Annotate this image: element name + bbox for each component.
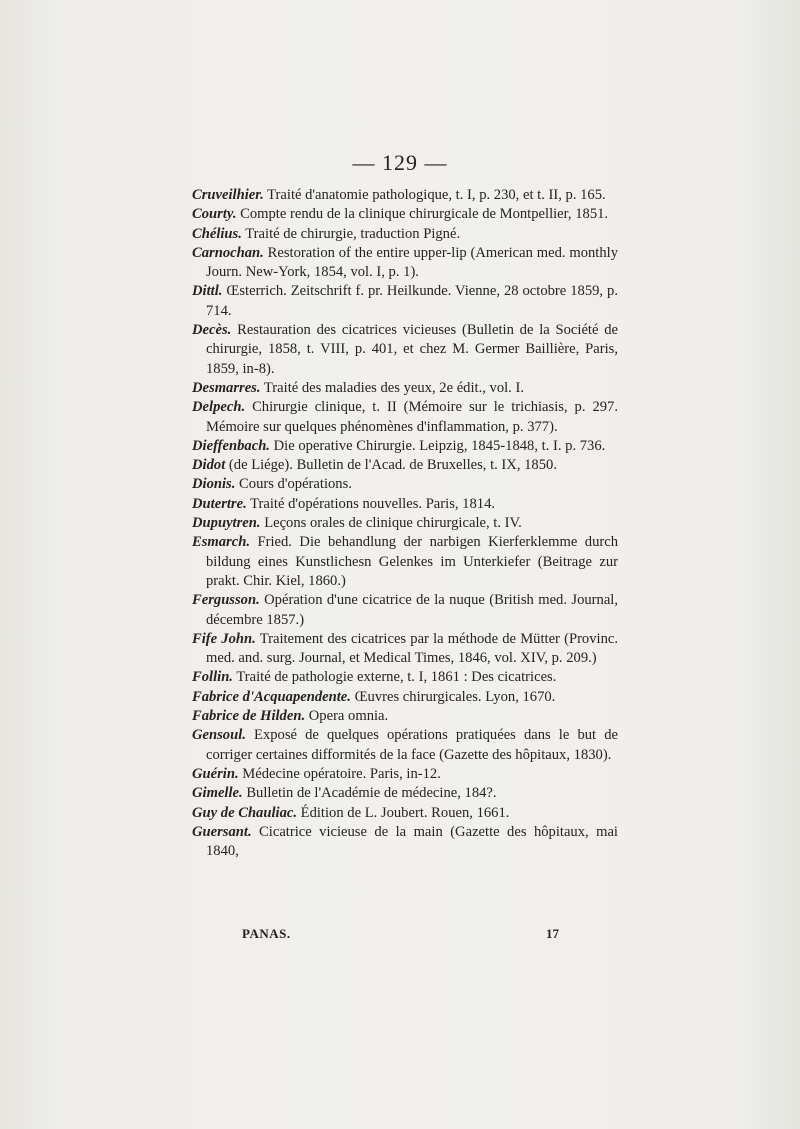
entry-author: Decès. (192, 322, 232, 339)
bibliography-entry (192, 784, 618, 803)
entry-author: Guérin. (192, 765, 239, 782)
entry-text: Traité des maladies des yeux, 2e édit., vol. I. (263, 379, 524, 396)
bibliography-entry (192, 225, 618, 244)
bibliography-entry (192, 244, 618, 283)
bibliography-entry (192, 707, 618, 726)
bibliography-entry (192, 726, 618, 765)
entry-text: Opération d'une cicatrice de la nuque (British med. Journal, décembre 1857.) (206, 592, 618, 628)
entry-text: Fried. Die behandlung der narbigen Kierferklemme durch bildung eines Kunstlichesn Gelenkes im Unterkiefer (Beitrage zur prakt. Chir. Kiel, 1860.) (206, 534, 618, 589)
entry-author: Gimelle. (192, 785, 243, 802)
bibliography-entry (192, 765, 618, 784)
bibliography-entry (192, 475, 618, 494)
entry-text: Exposé de quelques opérations pratiquées dans le but de corriger certaines difformités de la face (Gazette des hôpitaux, 1830). (206, 727, 618, 763)
entry-author: Courty. (192, 206, 237, 223)
bibliography-entry (192, 688, 618, 707)
bibliography-entry (192, 823, 618, 862)
page-number: — 129 — (352, 150, 448, 175)
entry-author: Guy de Chauliac. (192, 804, 297, 821)
bibliography-entry (192, 591, 618, 630)
bibliography-entry (192, 668, 618, 687)
entry-text: Œsterrich. Zeitschrift f. pr. Heilkunde. Vienne, 28 octobre 1859, p. 714. (206, 283, 618, 319)
entry-author: Cruveilhier. (192, 187, 264, 203)
entry-author: Follin. (192, 669, 233, 686)
bibliography-entry (192, 282, 618, 321)
entry-text: Leçons orales de clinique chirurgicale, t. IV. (264, 515, 522, 532)
bibliography-entry (192, 514, 618, 533)
entry-text: Cours d'opérations. (239, 476, 352, 493)
entry-author: Dupuytren. (192, 515, 261, 532)
entry-author: Dieffenbach. (192, 437, 270, 454)
entry-text: Médecine opératoire. Paris, in-12. (242, 765, 441, 782)
entry-text: Édition de L. Joubert. Rouen, 1661. (300, 804, 510, 821)
entry-author: Fabrice de Hilden. (192, 708, 306, 725)
bibliography-entry (192, 186, 618, 205)
bibliography-entry (192, 205, 618, 224)
entry-text: Traité de chirurgie, traduction Pigné. (245, 225, 461, 242)
entry-author: Fife John. (192, 630, 256, 647)
entry-text: Chirurgie clinique, t. II (Mémoire sur le trichiasis, p. 297. Mémoire sur quelques phénomènes d'inflammation, p. 377). (206, 399, 618, 435)
entry-text: Die operative Chirurgie. Leipzig, 1845-1848, t. I. p. 736. (273, 437, 606, 454)
entry-text: (de Liége). Bulletin de l'Acad. de Bruxelles, t. IX, 1850. (228, 457, 557, 474)
signature-mark: PANAS. (242, 926, 291, 941)
entry-author: Dittl. (192, 283, 223, 300)
entry-author: Fergusson. (192, 592, 260, 609)
entry-author: Gensoul. (192, 727, 246, 744)
entry-text: Cicatrice vicieuse de la main (Gazette des hôpitaux, mai 1840, (206, 823, 618, 860)
bibliography-entry (192, 495, 618, 514)
folio-number: 17 (546, 926, 559, 941)
entry-text: Bulletin de l'Académie de médecine, 184?. (246, 785, 497, 802)
bibliography-entry (192, 630, 618, 669)
bibliography-entry (192, 379, 618, 398)
entry-author: Delpech. (192, 399, 246, 416)
entry-text: Traité d'opérations nouvelles. Paris, 1814. (250, 495, 496, 512)
entry-author: Chélius. (192, 225, 242, 242)
entry-text: Compte rendu de la clinique chirurgicale de Montpellier, 1851. (240, 206, 609, 223)
entry-author: Desmarres. (192, 379, 261, 396)
entry-author: Carnochan. (192, 244, 264, 261)
entry-author: Guersant. (192, 823, 252, 840)
entry-author: Esmarch. (192, 534, 250, 551)
entry-text: Traité d'anatomie pathologique, t. I, p. 230, et t. II, p. 165. (267, 187, 606, 203)
bibliography-entry (192, 398, 618, 437)
entry-author: Dutertre. (192, 495, 247, 512)
entry-author: Didot (192, 457, 226, 474)
bibliography-entry (192, 321, 618, 379)
entry-text: Opera omnia. (308, 708, 389, 725)
bibliography-list (192, 186, 618, 861)
entry-text: Traité de pathologie externe, t. I, 1861 : Des cicatrices. (236, 669, 557, 686)
entry-author: Dionis. (192, 476, 236, 493)
entry-text: Restauration des cicatrices vicieuses (Bulletin de la Société de chirurgie, 1858, t. VIII, p. 401, et chez M. Germer Baillière, Paris, 1859, in-8). (206, 322, 618, 377)
entry-author: Fabrice d'Acquapendente. (192, 688, 351, 705)
entry-text: Restoration of the entire upper-lip (American med. monthly Journ. New-York, 1854, vol. I, p. 1). (206, 244, 618, 281)
entry-text: Traitement des cicatrices par la méthode de Mütter (Provinc. med. and. surg. Journal, et Medical Times, 1846, vol. XIV, p. 209.) (206, 630, 618, 667)
bibliography-entry (192, 533, 618, 591)
bibliography-entry (192, 804, 618, 823)
bibliography-entry (192, 456, 618, 475)
bibliography-entry (192, 437, 618, 456)
entry-text: Œuvres chirurgicales. Lyon, 1670. (354, 688, 556, 705)
